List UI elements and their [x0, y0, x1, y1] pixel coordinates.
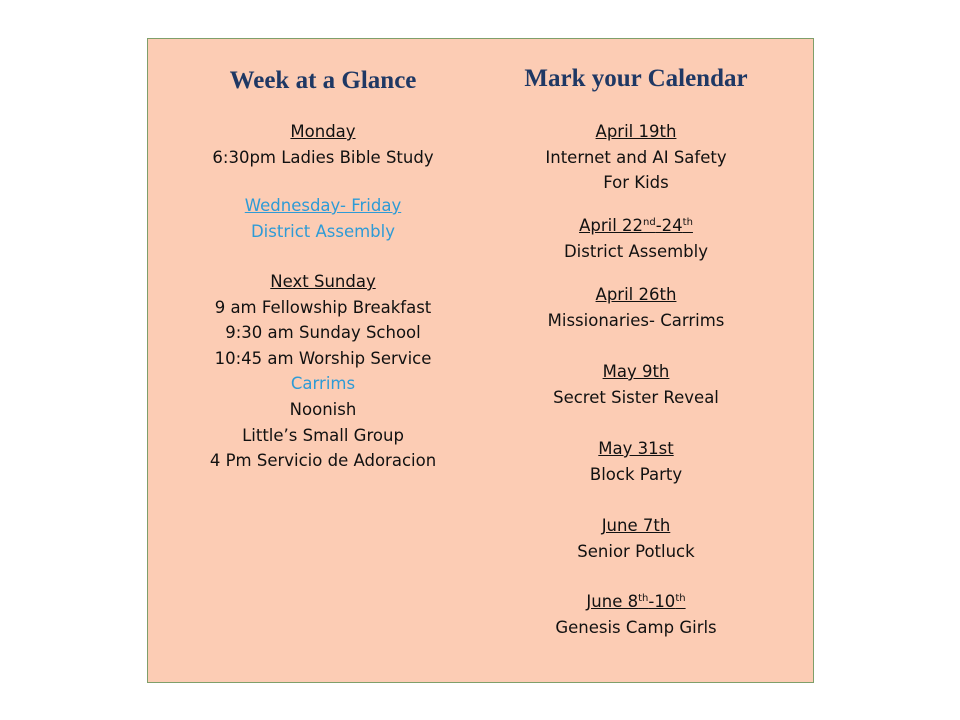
monday-title: Monday [290, 122, 356, 141]
calendar-event [481, 282, 791, 333]
sunday-item: 10:45 am Worship Service [214, 348, 432, 368]
event-description: Internet and AI Safety [545, 147, 727, 167]
event-date: May 9th [602, 362, 670, 381]
event-description: Missionaries- Carrims [547, 310, 725, 330]
event-date: May 31st [598, 439, 674, 458]
calendar-event [481, 589, 791, 640]
calendar-event [481, 436, 791, 487]
mark-your-calendar-heading: Mark your Calendar [524, 65, 748, 92]
sunday-item: Carrims [290, 374, 356, 394]
event-description: Genesis Camp Girls [555, 617, 717, 637]
midweek-block [168, 193, 478, 244]
next-sunday-title: Next Sunday [270, 272, 376, 291]
event-description: Senior Potluck [577, 541, 695, 561]
calendar-event [481, 513, 791, 564]
monday-item: 6:30pm Ladies Bible Study [212, 147, 434, 167]
monday-block [168, 119, 478, 170]
event-date: April 19th [595, 122, 677, 141]
event-date: April 26th [595, 285, 677, 304]
event-description: Secret Sister Reveal [553, 387, 719, 407]
sunday-item: 9 am Fellowship Breakfast [214, 297, 432, 317]
calendar-event [481, 119, 791, 196]
sunday-item: 9:30 am Sunday School [225, 323, 421, 343]
sunday-item: 4 Pm Servicio de Adoracion [209, 451, 437, 471]
sunday-item: Little’s Small Group [242, 425, 404, 445]
event-description: District Assembly [563, 241, 709, 261]
sunday-item: Noonish [289, 399, 357, 419]
week-at-a-glance-heading: Week at a Glance [229, 67, 417, 94]
event-date: June 8th-10th [586, 592, 686, 611]
bulletin-panel [147, 38, 814, 683]
event-date: June 7th [601, 516, 671, 535]
event-description: For Kids [603, 173, 669, 193]
next-sunday-block [168, 269, 478, 474]
calendar-event [481, 213, 791, 264]
midweek-item: District Assembly [250, 221, 396, 241]
midweek-title[interactable]: Wednesday- Friday [244, 196, 402, 215]
calendar-event [481, 359, 791, 410]
event-date: April 22nd-24th [579, 216, 693, 235]
event-description: Block Party [589, 464, 683, 484]
